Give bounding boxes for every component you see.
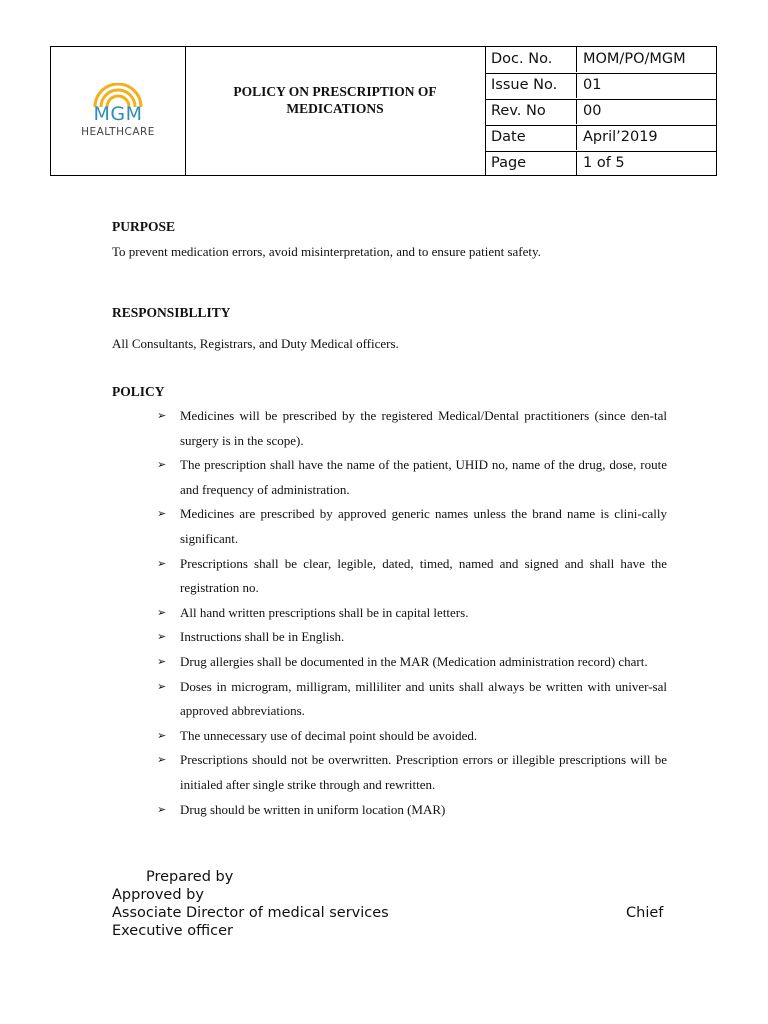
- list-item: [112, 502, 667, 551]
- meta-row-doc-no: [485, 47, 717, 74]
- list-item-text: Prescriptions should not be overwritten. Prescription errors or illegible prescriptions will be initialed after single strike through and rewritten.: [180, 752, 667, 792]
- purpose-heading: PURPOSE: [112, 219, 176, 234]
- meta-value: 00: [583, 103, 602, 119]
- list-item-text: The unnecessary use of decimal point should be avoided.: [180, 727, 478, 743]
- document-header-table: [50, 46, 717, 176]
- arrowhead-bullet-icon: ➢: [157, 630, 167, 644]
- list-item-text: Prescriptions shall be clear, legible, dated, timed, named and signed and shall have the registration no.: [180, 555, 667, 596]
- meta-value: 1 of 5: [583, 155, 625, 171]
- arrowhead-bullet-icon: ➢: [157, 507, 167, 521]
- arrowhead-bullet-icon: ➢: [157, 802, 167, 816]
- arrowhead-bullet-icon: ➢: [157, 654, 167, 668]
- arrowhead-bullet-icon: ➢: [157, 409, 167, 422]
- list-item-text: Drug should be written in uniform location (MAR): [180, 801, 446, 817]
- list-item-text: All hand written prescriptions shall be in capital letters.: [180, 604, 469, 620]
- list-item: [112, 601, 667, 626]
- policy-list: [112, 404, 667, 822]
- logo-subtext: HEALTHCARE: [81, 126, 155, 138]
- list-item: [112, 453, 667, 502]
- meta-label: Rev. No: [485, 99, 577, 124]
- meta-label: Doc. No.: [485, 47, 577, 72]
- list-item: [112, 404, 667, 453]
- meta-value: April’2019: [583, 129, 658, 145]
- list-item: [112, 724, 667, 749]
- arrowhead-bullet-icon: ➢: [157, 458, 167, 472]
- policy-heading: POLICY: [112, 384, 165, 399]
- arrowhead-bullet-icon: ➢: [157, 605, 167, 619]
- list-item-text: Drug allergies shall be documented in the MAR (Medication administration record) chart.: [180, 653, 648, 669]
- chief-label: Chief: [626, 905, 664, 921]
- logo-brand-text: MGM: [93, 103, 143, 125]
- list-item: [112, 798, 667, 823]
- list-item-text: Medicines are prescribed by approved generic names unless the brand name is clini-cally significant.: [180, 506, 667, 546]
- purpose-text: To prevent medication errors, avoid misinterpretation, and to ensure patient safety.: [112, 244, 541, 259]
- list-item-text: Instructions shall be in English.: [180, 629, 345, 645]
- document-title: POLICY ON PRESCRIPTION OF MEDICATIONS: [233, 84, 437, 116]
- list-item: [112, 675, 667, 724]
- list-item-text: The prescription shall have the name of the patient, UHID no, name of the drug, dose, route and frequency of administration.: [180, 457, 667, 497]
- document-meta: [485, 47, 717, 175]
- list-item: [112, 650, 667, 675]
- meta-row-rev-no: [485, 99, 717, 126]
- meta-label: Issue No.: [485, 73, 577, 98]
- arrowhead-bullet-icon: ➢: [157, 728, 167, 742]
- meta-row-date: [485, 125, 717, 152]
- list-item-text: Doses in microgram, milligram, milliliter and units shall always be written with univer-sal approved abbreviations.: [180, 678, 667, 719]
- approved-by-label: Approved by: [112, 887, 204, 903]
- list-item: [112, 625, 667, 650]
- meta-value: MOM/PO/MGM: [583, 51, 686, 67]
- responsibility-heading: RESPONSIBLLITY: [112, 305, 231, 320]
- arrowhead-bullet-icon: ➢: [157, 753, 167, 767]
- list-item: [112, 552, 667, 601]
- meta-label: Page: [485, 151, 577, 176]
- executive-officer-label: Executive officer: [112, 923, 233, 939]
- meta-value: 01: [583, 77, 602, 93]
- associate-director-label: Associate Director of medical services: [112, 905, 389, 921]
- meta-label: Date: [485, 125, 577, 150]
- list-item-text: Medicines will be prescribed by the registered Medical/Dental practitioners (since den-tal surgery is in the scope).: [180, 408, 667, 448]
- prepared-by-label: Prepared by: [146, 869, 234, 885]
- meta-row-issue-no: [485, 73, 717, 100]
- meta-row-page: [485, 151, 717, 177]
- responsibility-text: All Consultants, Registrars, and Duty Medical officers.: [112, 336, 399, 351]
- mgm-healthcare-logo: [69, 83, 167, 145]
- arrowhead-bullet-icon: ➢: [157, 556, 167, 570]
- title-cell: [185, 47, 486, 175]
- list-item: [112, 748, 667, 797]
- arrowhead-bullet-icon: ➢: [157, 679, 167, 693]
- logo-cell: [51, 47, 186, 175]
